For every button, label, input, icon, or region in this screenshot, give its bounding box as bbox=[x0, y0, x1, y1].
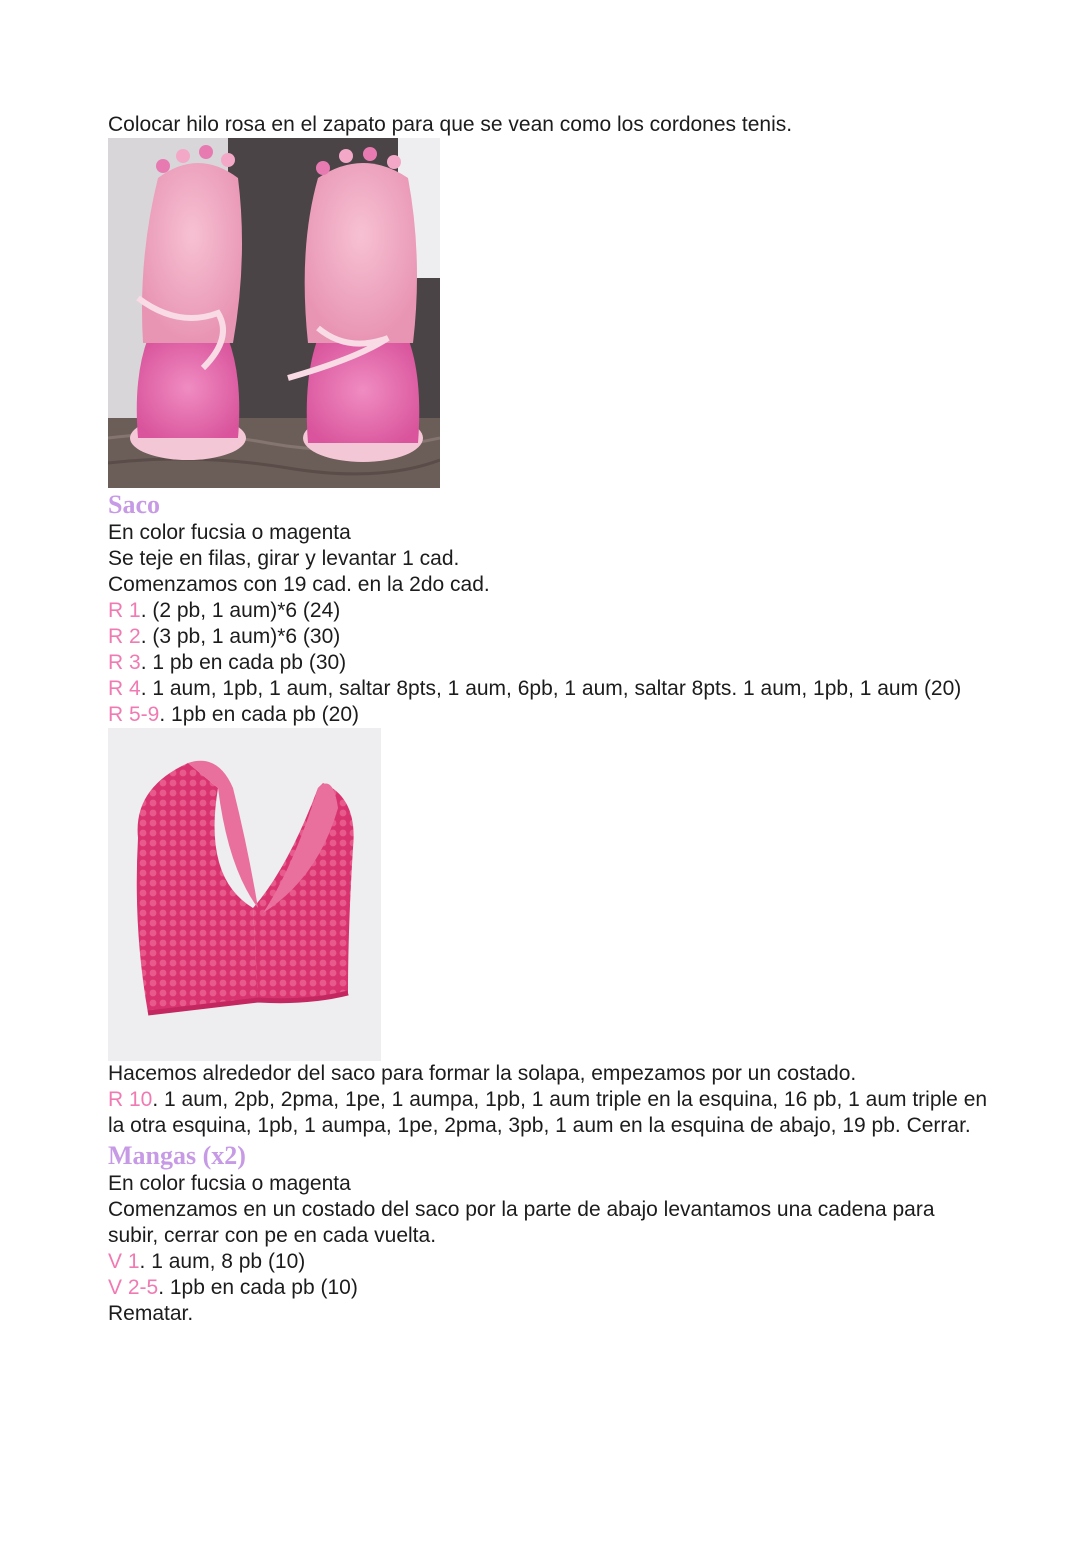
row-label: R 3 bbox=[108, 651, 141, 674]
row-text: . 1pb en cada pb (20) bbox=[159, 703, 360, 726]
saco-line: Comenzamos con 19 cad. en la 2do cad. bbox=[108, 573, 490, 596]
row-label: V 1 bbox=[108, 1250, 140, 1273]
row-text: . (3 pb, 1 aum)*6 (30) bbox=[140, 625, 341, 648]
row-label: R 1 bbox=[108, 599, 141, 622]
row-label: R 5-9 bbox=[108, 703, 160, 726]
mangas-end: Rematar. bbox=[108, 1302, 194, 1325]
shoes-photo-image bbox=[108, 138, 440, 488]
mangas-heading: Mangas (x2) bbox=[108, 1141, 246, 1170]
mangas-line: Comenzamos en un costado del saco por la parte de abajo levantamos una cadena para subir, cerrar con pe en cada vuelta. bbox=[108, 1198, 935, 1247]
vest-photo-image bbox=[108, 728, 381, 1061]
mangas-row bbox=[108, 1275, 988, 1301]
saco-after-photo-line: Hacemos alrededor del saco para formar la solapa, empezamos por un costado. bbox=[108, 1062, 857, 1085]
saco-row bbox=[108, 650, 988, 676]
document-content bbox=[108, 112, 988, 1327]
saco-row-10 bbox=[108, 1087, 988, 1139]
saco-section bbox=[108, 490, 988, 1139]
row-text: . 1pb en cada pb (10) bbox=[158, 1276, 358, 1299]
row-text: . (2 pb, 1 aum)*6 (24) bbox=[140, 599, 341, 622]
row-label: R 10 bbox=[108, 1088, 153, 1111]
saco-row bbox=[108, 624, 988, 650]
saco-line: Se teje en filas, girar y levantar 1 cad. bbox=[108, 547, 460, 570]
row-text: . 1 pb en cada pb (30) bbox=[140, 651, 347, 674]
row-label: R 2 bbox=[108, 625, 141, 648]
saco-row bbox=[108, 702, 988, 728]
row-text: . 1 aum, 1pb, 1 aum, saltar 8pts, 1 aum, 6pb, 1 aum, saltar 8pts. 1 aum, 1pb, 1 aum (20) bbox=[140, 677, 962, 700]
row-text: . 1 aum, 8 pb (10) bbox=[139, 1250, 306, 1273]
mangas-row bbox=[108, 1249, 988, 1275]
mangas-section bbox=[108, 1141, 988, 1327]
intro-text: Colocar hilo rosa en el zapato para que se vean como los cordones tenis. bbox=[108, 113, 793, 136]
row-label: R 4 bbox=[108, 677, 141, 700]
row-label: V 2-5 bbox=[108, 1276, 159, 1299]
vest-photo bbox=[108, 728, 381, 1061]
saco-heading: Saco bbox=[108, 490, 160, 519]
saco-line: En color fucsia o magenta bbox=[108, 521, 351, 544]
saco-row bbox=[108, 598, 988, 624]
shoes-photo bbox=[108, 138, 440, 488]
mangas-line: En color fucsia o magenta bbox=[108, 1172, 351, 1195]
saco-row bbox=[108, 676, 988, 702]
row-text: . 1 aum, 2pb, 2pma, 1pe, 1 aumpa, 1pb, 1 aum triple en la esquina, 16 pb, 1 aum triple en la otra esquina, 1pb, 1 aumpa, 1pe, 2pma, 3pb, 1 aum en la esquina de abajo, 19 pb. Cerrar. bbox=[108, 1088, 988, 1137]
